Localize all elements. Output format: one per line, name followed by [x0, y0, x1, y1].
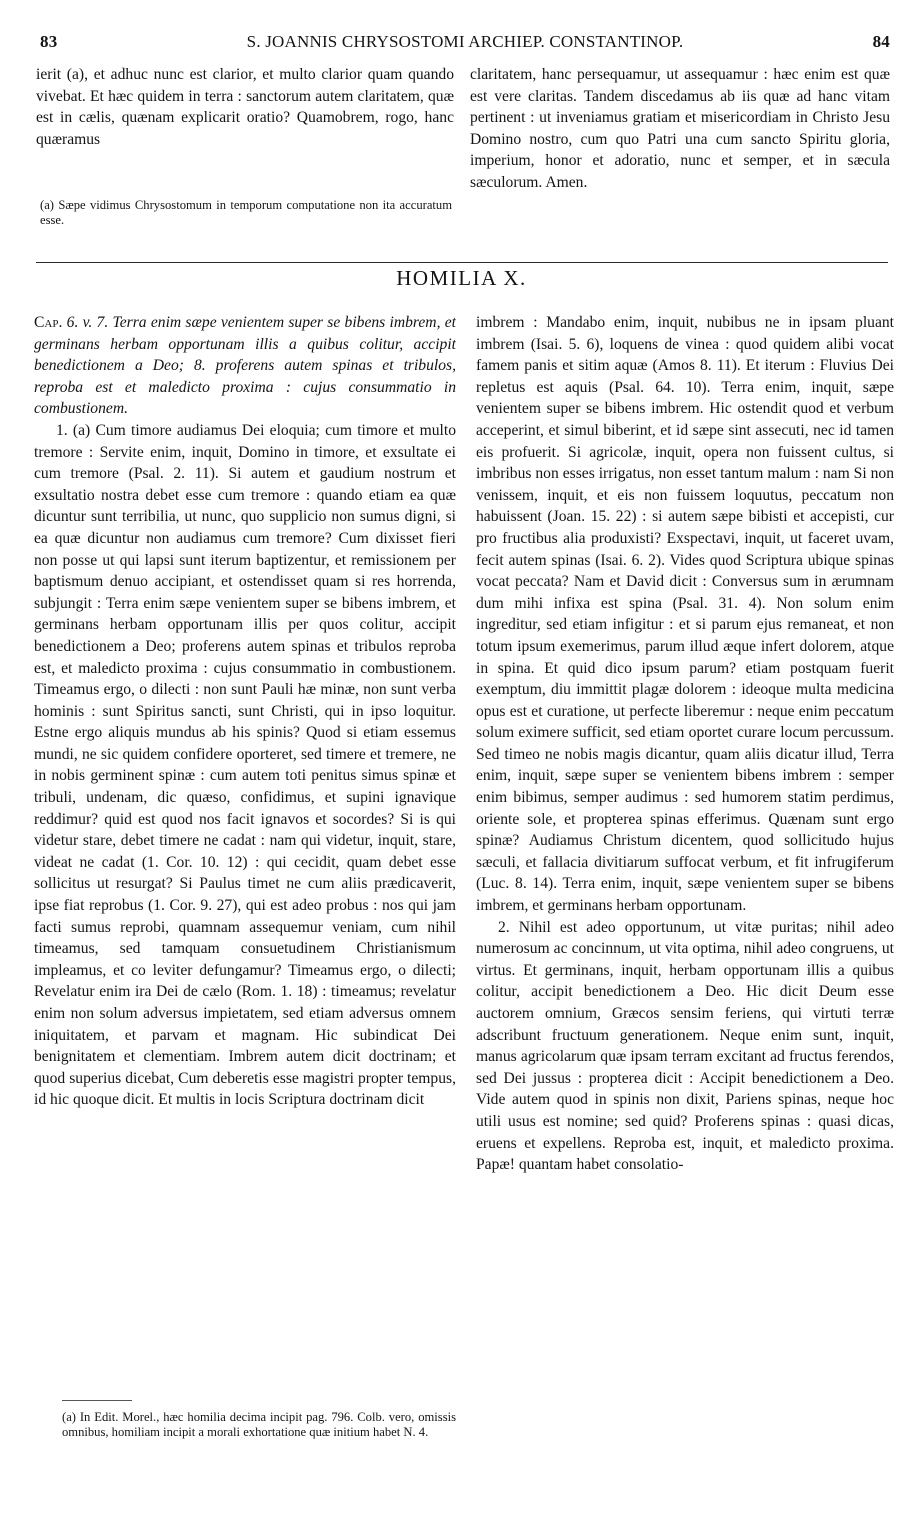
right-paragraph-2: 2. Nihil est adeo opportunum, ut vitæ puritas; nihil adeo numerosum ac concinnum, ut vita optima, nihil adeo congruens, ut virtus. Et germinans, inquit, herbam opportunam illis a quibus colitur, accipit benedictionem a Deo. Hic dicit Deum esse auctorem omnium, Græcos sensim feriens, qui virtuti terræ adscribunt fructuum generationem. Neque enim sunt, inquit, manus agricolarum quæ ipsam terram excitant ad fructus ferendos, sed Dei jussus : propterea dicit : Accipit benedictionem a Deo. Vide autem quod in spinis non dixit, Pariens spinas, neque hoc utili usus est nomine; sed quid? Proferens spinas : quasi dicas, eruens et expellens. Reproba est, inquit, et maledicto proxima. Papæ! quantam habet consolatio-: [476, 918, 894, 1174]
top-left-footnote-text: (a) Sæpe vidimus Chrysostomum in temporum computatione non ita accuratum esse.: [40, 198, 452, 227]
top-left-column: [36, 64, 454, 150]
section-divider: [36, 262, 888, 263]
bottom-left-footnote: [62, 1410, 456, 1440]
epigraph: [34, 312, 456, 420]
top-right-text: claritatem, hanc persequamur, ut assequamur : hæc enim est quæ est vere claritas. Tandem discedamus ab iis quæ ad hanc vitam pertinent : ut inveniamus gratiam et misericordiam in Christo Jesu Domino nostro, cum quo Patri una cum sancto Spiritu gloria, imperium, honor et adoratio, nunc et semper, et in sæcula sæculorum. Amen.: [470, 66, 890, 191]
running-head-title: S. JOANNIS CHRYSOSTOMI ARCHIEP. CONSTANTINOP.: [246, 32, 684, 51]
bottom-left-footnote-text: (a) In Edit. Morel., hæc homilia decima incipit pag. 796. Colb. vero, omissis omnibus, homiliam incipit a morali exhortatione quæ initium habet N. 4.: [62, 1410, 456, 1439]
top-left-footnote: [40, 198, 452, 228]
right-column: [476, 312, 894, 1470]
footnote-separator: [62, 1400, 132, 1401]
left-column: [34, 312, 456, 1378]
running-head: [40, 32, 890, 58]
top-left-text: ierit (a), et adhuc nunc est clarior, et multo clarior quam quando vivebat. Et hæc quidem in terra : sanctorum autem claritatem, quæ est in cælis, quænam explicarit oratio? Quamobrem, rogo, hanc quæramus: [36, 66, 454, 148]
page-number-left: 83: [40, 32, 58, 51]
top-right-column: [470, 64, 890, 194]
right-paragraph-1: imbrem : Mandabo enim, inquit, nubibus ne in ipsam pluant imbrem (Isai. 5. 6), loquens de vinea : quod quidem alibi vocat famem panis et sitim aquæ (Amos 8. 11). Et iterum : Fluvius Dei repletus est aquis (Psal. 64. 10). Terra enim, inquit, sæpe venientem super se bibens imbrem. Hic ostendit quod et verbum acceperint, et simul biberint, et id sæpe sint assecuti, nec id tamen eis profuerit. Si agricolæ, inquit, opera non fuissent cultus, si imbribus non esses irrigatus, non esset tantum malum : nam Si non venissem, inquit, et eis non fuissem loquutus, peccatum non habuissent (Joan. 15. 22) : si autem sæpe bibisti et accepisti, cur pro fructibus alia produxisti? Exspectavi, inquit, ut faceret uvam, fecit autem spinas (Isai. 6. 2). Vides quod Scriptura ubique spinas vocat peccata? Nam et David dicit : Conversus sum in ærumnam dum mihi infixa est spina (Psal. 31. 4). Non solum enim ingreditur, sed etiam infigitur : et si parum ejus remaneat, et non totum ipsum exemerimus, parum illud æque infert dolorem, atque in spina. Et quid dico ipsum parum? etiam postquam fuerit exemptum, diu immittit plagæ dolorem : ideoque multa medicina opus est et curatione, ut perfecte liberemur : neque enim peccatum solum eximere sufficit, sed etiam oportet curare locum percussum. Sed timeo ne nobis magis dicantur, quam aliis dicatur illud, Terra enim, inquit, sæpe super se venientem bibens imbrem : semper enim bibimus, semper audimus : sed humorem statim perdimus, oriente sole, et propterea spinas efferimus. Quænam sunt ergo spinæ? Audiamus Christum dicentem, quod sollicitudo hujus sæculi, et fallacia divitiarum suffocat verbum, et fit infrugiferum (Luc. 8. 14). Terra enim, inquit, sæpe venientem super se bibens imbrem, et germinans herbam opportunam.: [476, 314, 894, 915]
paragraph-1: 1. (a) Cum timore audiamus Dei eloquia; cum timore et multo tremore : Servite enim, inquit, Domino in timore, et exsultate ei cum tremore (Psal. 2. 11). Si autem et gaudium nostrum et exsultatio nostra debet esse cum tremore : quando etiam ea quæ dicuntur sunt terribilia, ut nunc, quo supplicio non sumus digni, si ea quæ dicuntur non audiamus cum tremore? Cum dixisset fieri non posse ut qui lapsi sunt iterum baptizentur, et remissionem per baptismum denuo accipiant, et ostendisset quam si res horrenda, subjungit : Terra enim sæpe venientem super se bibens imbrem, et germinans herbam opportunam illis per quos colitur, accipit benedictionem a Deo; proferens autem spinas et tribulos reproba est, et maledicto proxima : cujus consummatio in combustionem. Timeamus ergo, o dilecti : non sunt Pauli hæ minæ, non sunt verba hominis : sunt Spiritus sancti, sunt Christi, qui in ipso loquitur. Estne ergo aliquis mundus ab his spinis? Quod si etiam essemus mundi, ne sic quidem confidere oporteret, sed timere et tremere, ne in nobis germinent spinæ : cum autem toti penitus simus spinæ et tribuli, undenam, dic quæso, confidimus, et supini ignavique reddimur? quid est quod nos facit ignavos et socordes? Si is qui videtur stare, debet timere ne cadat : nam qui videtur, inquit, stare, videat ne cadat (1. Cor. 10. 12) : qui cecidit, quam debet esse sollicitus ut resurgat? Si Paulus timet ne cum aliis prædicaverit, ipse fiat reprobus (1. Cor. 9. 27), qui est adeo probus : nos qui jam facti sumus reprobi, quamnam assequemur veniam, cum nihil timeamus, sed tamquam consuetudinem Christianismum impleamus, et co leviter defungamur? Timeamus ergo, o dilecti; Revelatur enim ira Dei de cælo (Rom. 1. 18) : timeamus; revelatur enim non solum adversus impietatem, sed etiam adversus omnem iniquitatem, et parvam et magnam. Hic subindicat Dei benignitatem et clementiam. Imbrem autem dicit doctrinam; et quod superius dicebat, Cum deberetis esse magistri propter tempus, id hic quoque dicit. Et multis in locis Scriptura doctrinam dicit: [34, 421, 456, 1109]
cap-label: Cap.: [34, 314, 63, 331]
homily-title: HOMILIA X.: [396, 266, 527, 290]
epigraph-text: 6. v. 7. Terra enim sæpe venientem super se bibens imbrem, et germinans herbam opportunam illis a quibus colitur, accipit benedictionem a Deo; 8. proferens autem spinas et tribulos, reproba est et maledicto proxima : cujus consummatio in combustionem.: [34, 314, 456, 418]
page-number-right: 84: [872, 32, 890, 51]
